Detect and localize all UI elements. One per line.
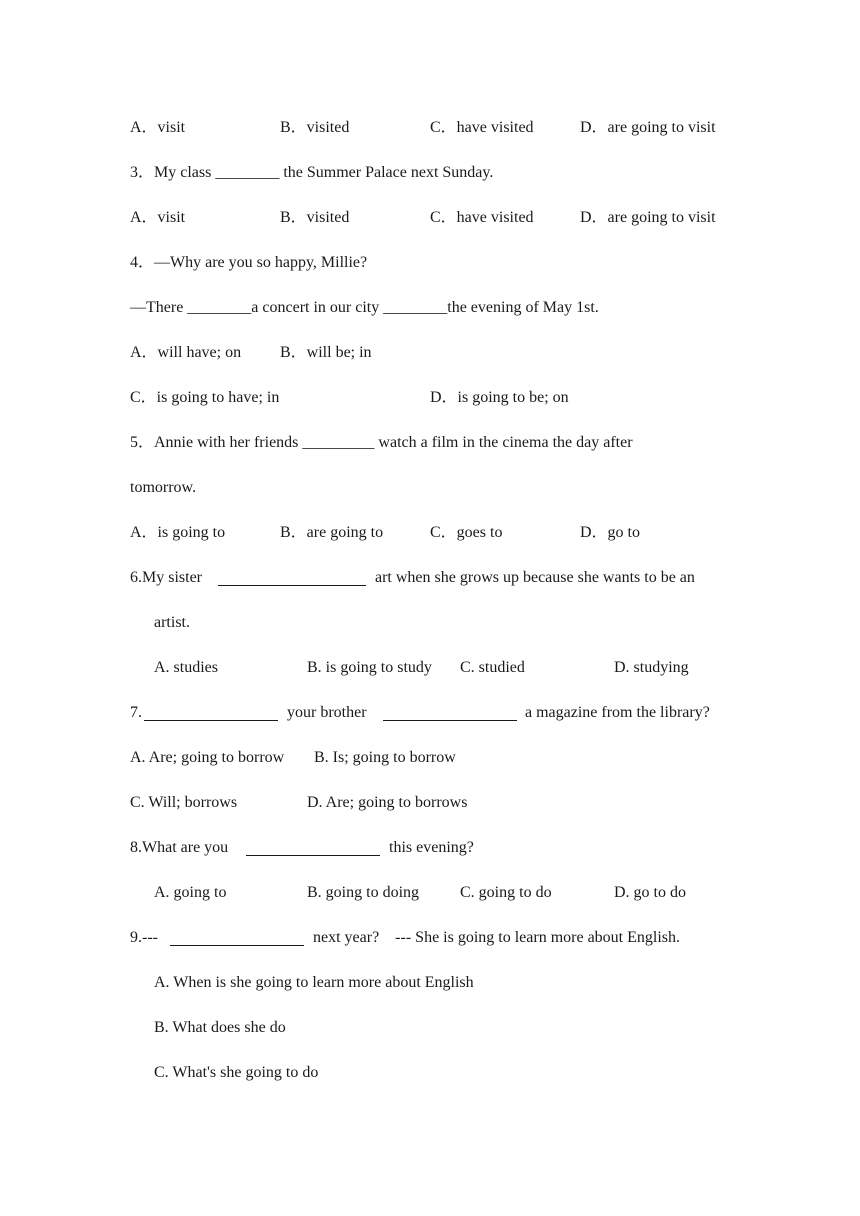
q5-option-c: C．goes to [430,524,503,541]
q7-stem-pre: 7. [130,704,142,721]
q8-option-a: A. going to [154,884,227,901]
q9-option-b: B. What does she do [154,1019,286,1036]
q7-stem-post: a magazine from the library? [525,704,710,721]
q2-option-b: B．visited [280,119,350,136]
q3-option-a: A．visit [130,209,186,226]
q5-option-d: D．go to [580,524,641,541]
q8-blank [246,855,380,856]
q8-option-c: C. going to do [460,884,552,901]
q4-option-a: A．will have; on [130,344,242,361]
q4-option-c: C．is going to have; in [130,389,280,406]
q5-stem: 5．Annie with her friends _________ watch a film in the cinema the day after [130,434,633,451]
q7-option-b: B. Is; going to borrow [314,749,456,766]
q5-stem-cont: tomorrow. [130,479,197,496]
q4-stem: 4．—Why are you so happy, Millie? [130,254,368,271]
q7-option-c: C. Will; borrows [130,794,238,811]
q4-reply: —There ________a concert in our city ________the evening of May 1st. [130,299,599,316]
q6-stem-pre: 6.My sister [130,569,202,586]
q9-option-c: C. What's she going to do [154,1064,319,1081]
q3-option-c: C．have visited [430,209,534,226]
q5-option-b: B．are going to [280,524,384,541]
q5-option-a: A．is going to [130,524,226,541]
q3-stem: 3．My class ________ the Summer Palace next Sunday. [130,164,494,181]
q2-option-d: D．are going to visit [580,119,716,136]
q8-option-d: D. go to do [614,884,686,901]
q4-option-d: D．is going to be; on [430,389,569,406]
q8-option-b: B. going to doing [307,884,420,901]
q4-option-b: B．will be; in [280,344,372,361]
q8-stem-post: this evening? [389,839,474,856]
q6-stem-cont: artist. [154,614,190,631]
q6-option-a: A. studies [154,659,218,676]
q7-blank-1 [144,720,278,721]
q2-option-c: C．have visited [430,119,534,136]
q7-option-d: D. Are; going to borrows [307,794,468,811]
q3-option-d: D．are going to visit [580,209,716,226]
q6-blank [218,585,366,586]
q8-stem-pre: 8.What are you [130,839,229,856]
q6-stem-post: art when she grows up because she wants to be an [375,569,695,586]
q7-blank-2 [383,720,517,721]
q9-option-a: A. When is she going to learn more about English [154,974,474,991]
q6-option-c: C. studied [460,659,525,676]
q3-option-b: B．visited [280,209,350,226]
q6-option-b: B. is going to study [307,659,432,676]
q9-stem-post: next year? --- She is going to learn more about English. [313,929,681,946]
q9-stem-pre: 9.--- [130,929,158,946]
q2-option-a: A．visit [130,119,186,136]
q6-option-d: D. studying [614,659,689,676]
q7-stem-mid: your brother [287,704,367,721]
q9-blank [170,945,304,946]
q7-option-a: A. Are; going to borrow [130,749,285,766]
